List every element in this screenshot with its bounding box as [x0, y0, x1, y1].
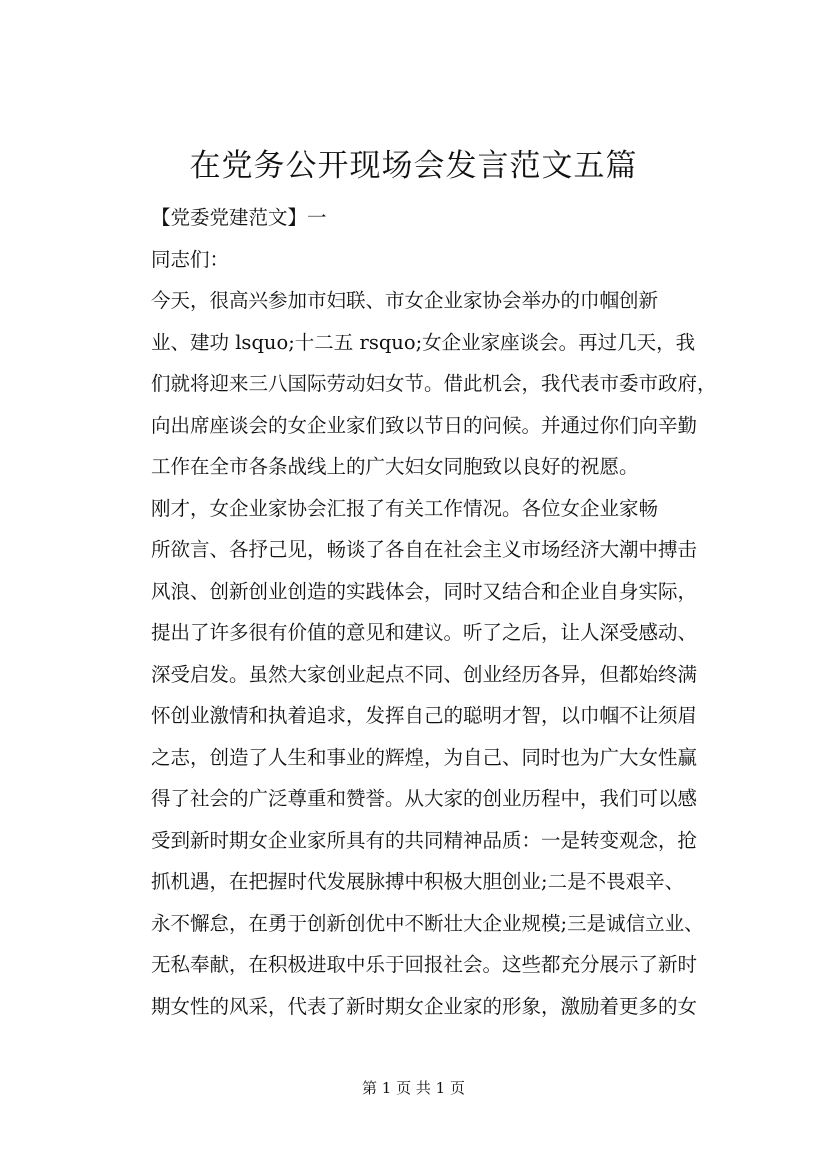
paragraph-main — [112, 488, 752, 1028]
text-line: 怀创业激情和执着追求，发挥自己的聪明才智，以巾帼不让须眉 — [151, 704, 698, 727]
text-line: 抓机遇，在把握时代发展脉搏中积极大胆创业;二是不畏艰辛、 — [151, 870, 685, 893]
text-line: 深受启发。虽然大家创业起点不同、创业经历各异，但都始终满 — [151, 662, 698, 686]
text-line: 受到新时期女企业家所具有的共同精神品质：一是转变观念，抢 — [151, 828, 698, 852]
text-line: 同志们： — [151, 247, 230, 271]
text-line: 无私奉献，在积极进取中乐于回报社会。这些都充分展示了新时 — [151, 953, 698, 976]
text-line: 【党委党建范文】一 — [151, 206, 327, 229]
text-line: 刚才，女企业家协会汇报了有关工作情况。各位女企业家畅 — [151, 496, 659, 520]
page-footer: 第 1 页 共 1 页 — [362, 1079, 465, 1097]
text-line: 们就将迎来三八国际劳动妇女节。借此机会，我代表市委市政府， — [151, 372, 717, 395]
text-line: 永不懈怠，在勇于创新创优中不断壮大企业规模;三是诚信立业、 — [151, 911, 704, 935]
document-body — [112, 197, 752, 1027]
text-line: 所欲言、各抒己见，畅谈了各自在社会主义市场经济大潮中搏击 — [151, 538, 698, 561]
text-line: 得了社会的广泛尊重和赞誉。从大家的创业历程中，我们可以感 — [151, 787, 698, 810]
paragraph-category — [112, 197, 752, 239]
text-line: 期女性的风采，代表了新时期女企业家的形象，激励着更多的女 — [151, 994, 698, 1018]
paragraph-salutation — [112, 239, 752, 281]
paragraph-opening — [112, 280, 752, 488]
text-line: 提出了许多很有价值的意见和建议。听了之后，让人深受感动、 — [151, 621, 698, 644]
document-title: 在党务公开现场会发言范文五篇 — [189, 148, 638, 184]
text-line: 之志，创造了人生和事业的辉煌，为自己、同时也为广大女性赢 — [151, 745, 698, 769]
text-line: 工作在全市各条战线上的广大妇女同胞致以良好的祝愿。 — [151, 455, 639, 478]
text-line: 向出席座谈会的女企业家们致以节日的问候。并通过你们向辛勤 — [151, 413, 698, 437]
text-line: 业、建功 lsquo;十二五 rsquo;女企业家座谈会。再过几天，我 — [151, 330, 696, 354]
text-line: 今天，很高兴参加市妇联、市女企业家协会举办的巾帼创新 — [151, 289, 659, 312]
text-line: 风浪、创新创业创造的实践体会，同时又结合和企业自身实际， — [151, 579, 698, 603]
